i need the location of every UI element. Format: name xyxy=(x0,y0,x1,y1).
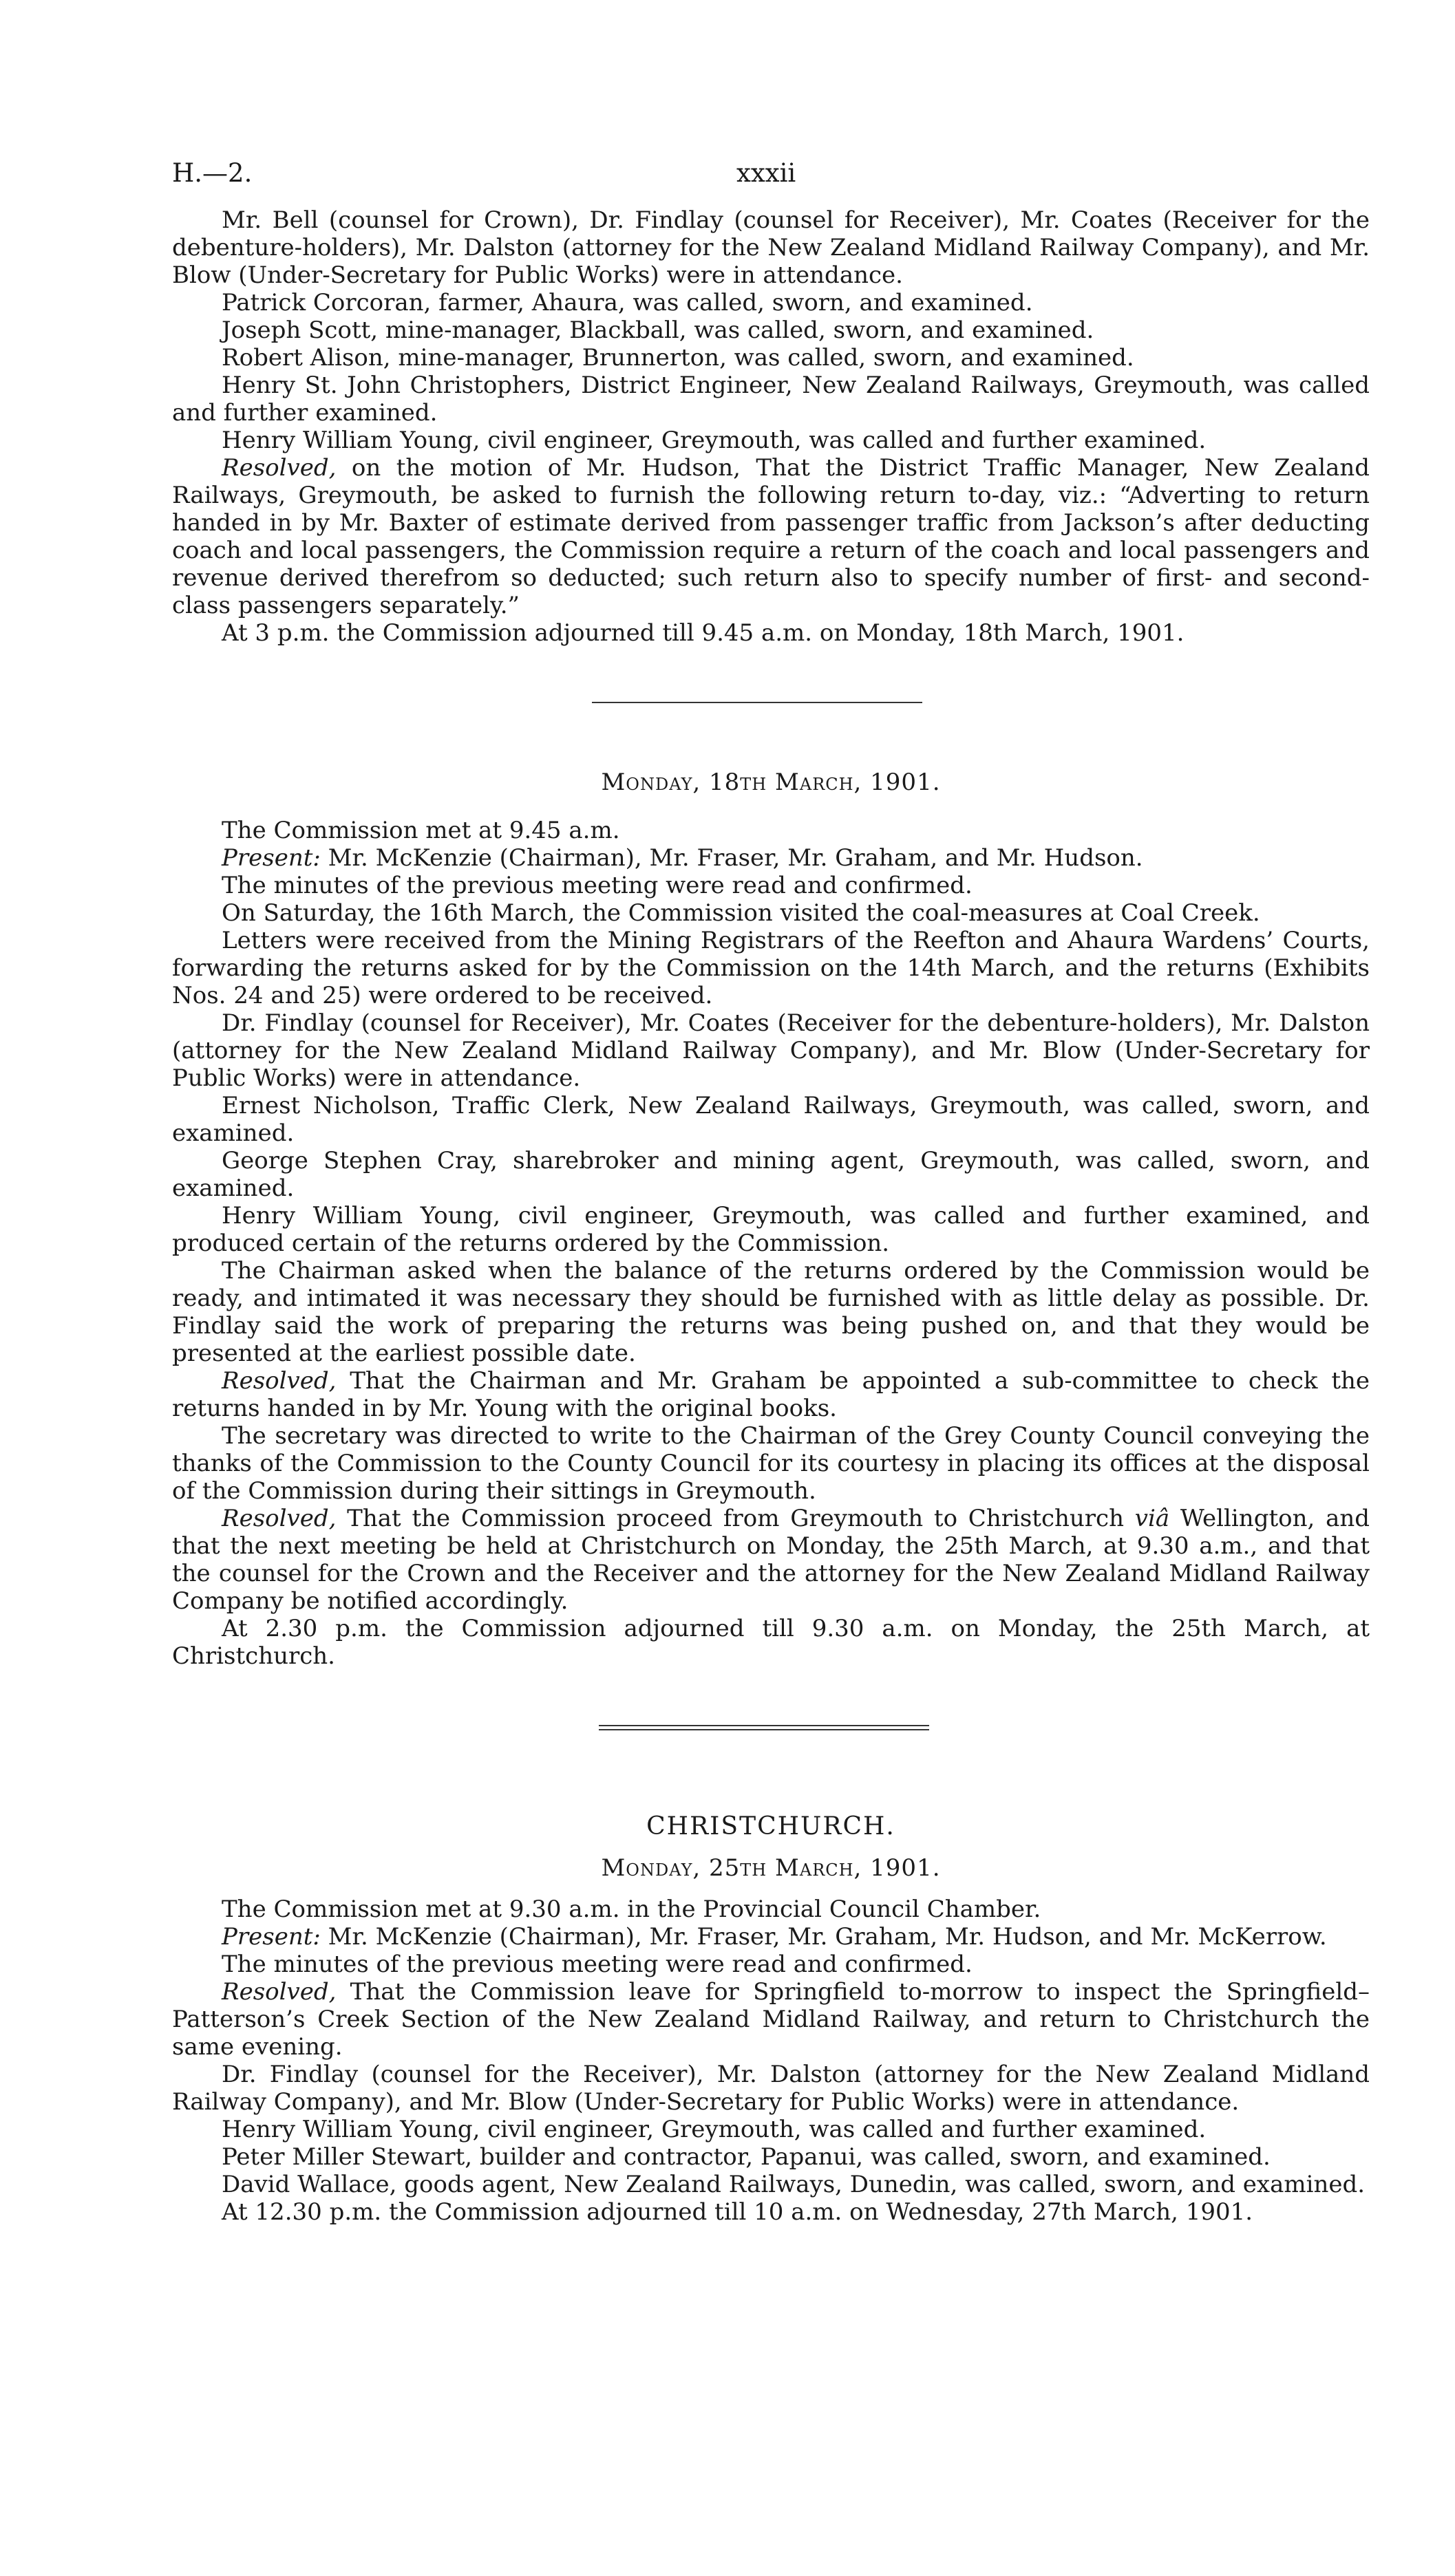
resolution-springfield xyxy=(172,1978,1370,2061)
witness-nicholson: Ernest Nicholson, Traffic Clerk, New Zealand Railways, Greymouth, was called, sworn, and examined. xyxy=(172,1092,1370,1147)
witness-young: Henry William Young, civil engineer, Greymouth, was called and further examined, and produced certain of the returns ordered by the Commission. xyxy=(172,1202,1370,1257)
resolution-text-continued: Wellington, and that the next meeting be held at Christchurch on Monday, the 25th March, at 9.30 a.m., and that the counsel for the Crown and the Receiver and the attorney for the New Zealand Midland Railway Company be notified accordingly. xyxy=(172,1505,1370,1615)
session-date-heading: Monday, 18th March, 1901. xyxy=(601,769,941,796)
attendance-paragraph: Dr. Findlay (counsel for the Receiver), Mr. Dalston (attorney for the New Zealand Midland Railway Company), and Mr. Blow (Under-Secretary for Public Works) were in attendance. xyxy=(172,2061,1370,2116)
page-header xyxy=(172,144,1370,206)
witness-young: Henry William Young, civil engineer, Greymouth, was called and further examined. xyxy=(222,2116,1207,2143)
witness-stewart: Peter Miller Stewart, builder and contractor, Papanui, was called, sworn, and examined. xyxy=(222,2143,1271,2171)
present-paragraph xyxy=(172,844,1370,872)
letters-paragraph: Letters were received from the Mining Registrars of the Reefton and Ahaura Wardens’ Courts, forwarding the returns asked for by the Commission on the 14th March, and the returns (Exhibits Nos. 24 and 25) were ordered to be received. xyxy=(172,927,1370,1009)
session-christchurch xyxy=(172,1813,1370,2226)
witness-alison: Robert Alison, mine-manager, Brunnerton, was called, sworn, and examined. xyxy=(222,344,1134,372)
meeting-time: The Commission met at 9.45 a.m. xyxy=(222,817,620,844)
present-members: Mr. McKenzie (Chairman), Mr. Fraser, Mr. Graham, and Mr. Hudson. xyxy=(320,844,1143,872)
adjournment-paragraph: At 2.30 p.m. the Commission adjourned till 9.30 a.m. on Monday, the 25th March, at Christchurch. xyxy=(172,1615,1370,1670)
witness-cray: George Stephen Cray, sharebroker and mining agent, Greymouth, was called, sworn, and examined. xyxy=(172,1147,1370,1202)
page-number: xxxii xyxy=(736,158,796,188)
witness-corcoran: Patrick Corcoran, farmer, Ahaura, was called, sworn, and examined. xyxy=(222,289,1033,316)
present-paragraph xyxy=(172,1923,1370,1951)
witness-christophers: Henry St. John Christophers, District Engineer, New Zealand Railways, Greymouth, was called and further examined. xyxy=(172,372,1370,427)
resolution-text: That the Commission proceed from Greymouth to Christchurch xyxy=(336,1505,1135,1532)
witness-wallace: David Wallace, goods agent, New Zealand Railways, Dunedin, was called, sworn, and examined. xyxy=(222,2171,1366,2198)
resolved-label: Resolved, xyxy=(222,1978,337,2006)
city-heading: CHRISTCHURCH. xyxy=(646,1812,895,1840)
minutes-paragraph: The minutes of the previous meeting were read and confirmed. xyxy=(222,872,973,899)
resolution-text: That the Chairman and Mr. Graham be appointed a sub-committee to check the returns handed in by Mr. Young with the original books. xyxy=(172,1367,1370,1422)
minutes-paragraph: The minutes of the previous meeting were read and confirmed. xyxy=(222,1951,973,1978)
witness-scott: Joseph Scott, mine-manager, Blackball, was called, sworn, and examined. xyxy=(222,316,1094,344)
present-members: Mr. McKenzie (Chairman), Mr. Fraser, Mr. Graham, Mr. Hudson, and Mr. McKerrow. xyxy=(320,1923,1327,1951)
adjournment-paragraph: At 12.30 p.m. the Commission adjourned till 10 a.m. on Wednesday, 27th March, 1901. xyxy=(222,2198,1253,2226)
document-page xyxy=(172,144,1370,2226)
resolved-label: Resolved, xyxy=(222,1367,337,1395)
attendance-paragraph: Mr. Bell (counsel for Crown), Dr. Findlay (counsel for Receiver), Mr. Coates (Receiver for the debenture-holders), Mr. Dalston (attorney for the New Zealand Midland Railway Company), and Mr. Blow (Under-Secretary for Public Works) were in attendance. xyxy=(172,206,1370,289)
session-date-heading: Monday, 25th March, 1901. xyxy=(601,1854,941,1882)
via-word: viâ xyxy=(1134,1505,1170,1532)
resolution-paragraph xyxy=(172,454,1370,619)
resolution-travel xyxy=(172,1505,1370,1615)
session-continued xyxy=(172,206,1370,647)
resolution-text: That the Commission leave for Springfield to-morrow to inspect the Springfield–Patterson’s Creek Section of the New Zealand Midland Railway, and return to Christchurch the same evening. xyxy=(172,1978,1370,2061)
visit-paragraph: On Saturday, the 16th March, the Commission visited the coal-measures at Coal Creek. xyxy=(222,899,1260,927)
adjournment-paragraph: At 3 p.m. the Commission adjourned till 9.45 a.m. on Monday, 18th March, 1901. xyxy=(222,619,1185,647)
resolved-label: Resolved, xyxy=(222,1505,337,1532)
chairman-paragraph: The Chairman asked when the balance of the returns ordered by the Commission would be ready, and intimated it was necessary they should be furnished with as little delay as possible. Dr. Findlay said the work of preparing the returns was being pushed on, and that they would be presented at the earliest possible date. xyxy=(172,1257,1370,1367)
report-reference: H.—2. xyxy=(172,158,253,188)
present-label: Present: xyxy=(222,1923,321,1951)
resolution-text: on the motion of Mr. Hudson, That the District Traffic Manager, New Zealand Railways, Greymouth, be asked to furnish the following return to-day, viz.: “Adverting to return handed in by Mr. Baxter of estimate derived from passenger traffic from Jackson’s after deducting coach and local passengers, the Commission require a return of the coach and local passengers and revenue derived therefrom so deducted; such return also to specify number of first- and second-class passengers separately.” xyxy=(172,454,1370,619)
double-rule-divider xyxy=(599,1725,929,1730)
resolution-subcommittee xyxy=(172,1367,1370,1422)
present-label: Present: xyxy=(222,844,321,872)
resolved-label: Resolved, xyxy=(222,454,337,482)
meeting-time: The Commission met at 9.30 a.m. in the Provincial Council Chamber. xyxy=(222,1896,1041,1923)
session-18th-march xyxy=(172,769,1370,1670)
witness-young: Henry William Young, civil engineer, Greymouth, was called and further examined. xyxy=(222,427,1207,454)
secretary-paragraph: The secretary was directed to write to the Chairman of the Grey County Council conveying the thanks of the Commission to the County Council for its courtesy in placing its offices at the disposal of the Commission during their sittings in Greymouth. xyxy=(172,1422,1370,1505)
attendance-paragraph: Dr. Findlay (counsel for Receiver), Mr. Coates (Receiver for the debenture-holders), Mr. Dalston (attorney for the New Zealand Midland Railway Company), and Mr. Blow (Under-Secretary for Public Works) were in attendance. xyxy=(172,1009,1370,1092)
